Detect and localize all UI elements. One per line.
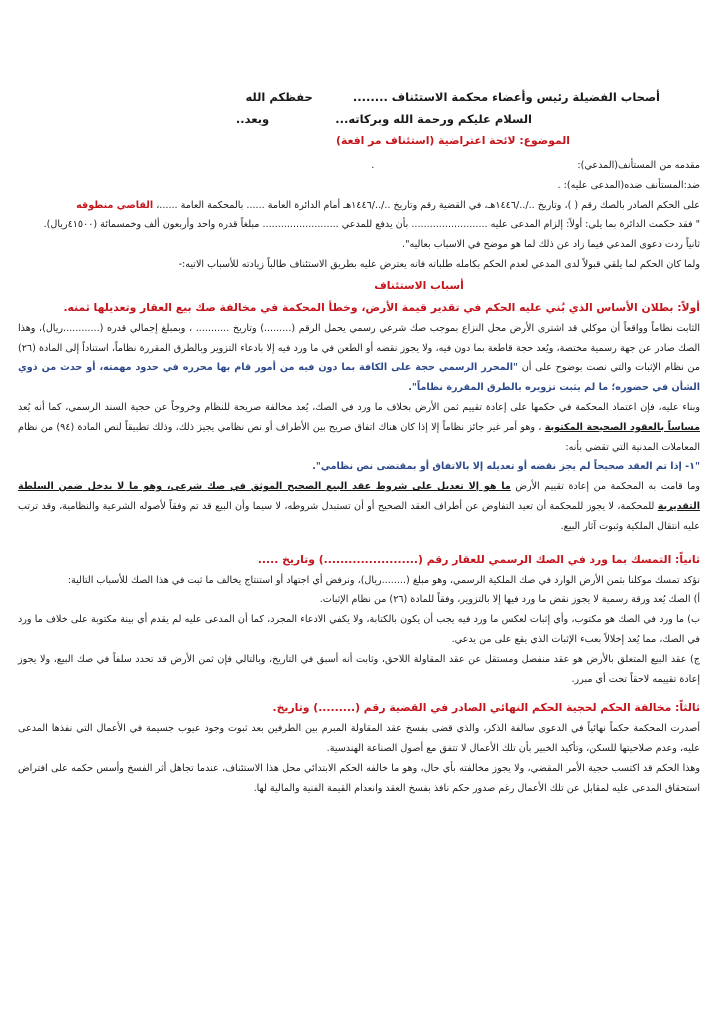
section-second-item-a: أ) الصك يُعد ورقة رسمية لا يجوز نقض ما ورد فيها إلا بالتزوير، وفقاً للمادة (٢٦) من نظام الإثبات. <box>319 594 700 606</box>
section-third-p1: أصدرت المحكمة حكماً نهائياً في الدعوى سالفة الذكر، والذي قضى بفسخ عقد المقاولة المبرم بين الطرفين بعد ثبوت وجود عيوب جسيمة في الأعمال التي نفذها المدعى عليه، وعدم صلاحيتها للسكن، وتأكيد الخبير بأن تلك الأعمال لا تتفق مع أصول الصناعة الهندسية. <box>18 723 700 755</box>
section-first <box>18 297 700 537</box>
addressee-line <box>18 86 700 108</box>
parties <box>18 156 700 196</box>
appellant-dot: . <box>371 160 375 171</box>
section-first-p2-quote: "١- إذا تم العقد صحيحاً لم يجز نقضه أو تعديله إلا بالاتفاق أو بمقتضى نص نظامي". <box>312 461 700 473</box>
section-second-title: ثانياً: التمسك بما ورد في الصك الرسمي للعقار رقم (.......................) وتاريخ ..... <box>257 552 700 566</box>
section-first-p2-text-a: وبناء عليه، فإن اعتماد المحكمة في حكمها على إعادة تقييم ثمن الأرض بخلاف ما ورد في الصك، يُعد مخالفة صريحة للنظام وخروجاً عن حجية السند الرسمي، كما أنه يُعد <box>18 401 700 413</box>
section-first-p3-text-a: وما قامت به المحكمة من إعادة تقييم الأرض <box>515 481 700 493</box>
section-first-p2-underlined: مساساً بالعقود الصحيحة المكتوبة <box>544 421 701 433</box>
intro-line-3: ثانياً ردت دعوى المدعي فيما زاد عن ذلك لما هو موضح في الاسباب بعاليه". <box>402 239 700 251</box>
intro-line-2: " فقد حكمت الدائرة بما يلي: أولاً: إلزام المدعى عليه ......................... بأن يدفع للمدعي ......................... مبلغاً قدره واحد وأربعون ألف وخمسمائة (٤١٥٠٠ريال). <box>43 219 700 231</box>
intro-line-1 <box>18 196 700 216</box>
honorific: حفظكم الله <box>245 90 313 104</box>
intro <box>18 196 700 275</box>
intro-line-4: ولما كان الحكم لما يلقي قبولاً لدى المدعي لعدم الحكم بكامله طلباته فانه يعترض عليه بطريق الاستئناف طالباً زيادته للأسباب الاتيه:- <box>178 258 700 270</box>
intro-text-1: على الحكم الصادر بالصك رقم ( )، وتاريخ ../../١٤٤٦هـ، في القضية رقم وتاريخ ../../١٤٤٦هـ أمام الدائرة العامة ...... بالمحكمة العامة ......، <box>156 199 700 211</box>
section-second-p1: نؤكد تمسك موكلنا بثمن الأرض الوارد في صك الملكية الرسمي، وهو مبلغ (........ريال)، ونرفض أي اجتهاد أو استنتاج يخالف ما ثبت في هذا الصك للأسباب التالية: <box>67 574 700 586</box>
intro-ruling-label: القاضي منطوقه <box>76 199 154 211</box>
reasons-title: أسباب الاستئناف <box>374 278 464 292</box>
section-first-p1 <box>18 319 700 398</box>
appellant-line <box>18 156 700 176</box>
section-first-p2-text-b: ، وهو أمر غير جائز نظاماً إلا إذا كان هناك اتفاق صريح بين الأطراف أو نص نظامي يجيز ذلك، وذلك تطبيقاً لنص المادة (٩٤) من نظام المعاملات المدنية التي تقضي بأنه: <box>18 421 700 453</box>
section-second-item-c: ج) عقد البيع المتعلق بالأرض هو عقد منفصل ومستقل عن عقد المقاولة اللاحق، وثابت أنه أسبق في التاريخ، وبالتالي فإن ثمن الأرض قد تحدد سلفاً في صك البيع، ولا يجوز إعادة تقييمه لاحقاً تحت أي مبرر. <box>18 653 700 685</box>
section-second <box>18 549 700 690</box>
section-third-p2: وهذا الحكم قد اكتسب حجية الأمر المقضي، ولا يجوز مخالفته بأي حال، وهو ما خالفه الحكم الابتدائي محل هذا الاستئناف، عندما تجاهل أثر الفسخ وأسس حكمه على افتراض استحقاق المدعى عليه لمقابل عن تلك الأعمال رغم صدور حكم نافذ بفسخ العقد وانعدام القيمة الفنية والمالية لها. <box>18 762 700 794</box>
section-third <box>18 697 700 798</box>
section-first-p3-underlined: ما هو إلا تعديل على شروط عقد البيع الصحيح الموثق في صك شرعي، وهو ما لا يدخل ضمن السلطة التقديرية <box>18 481 700 512</box>
section-first-title: أولاً: بطلان الأساس الذي بُني عليه الحكم في تقدير قيمة الأرض، وخطأ المحكمة في مخالفة صك بيع العقار وتعديلها ثمنه. <box>63 300 700 314</box>
addressee: أصحاب الفضيلة رئيس وأعضاء محكمة الاستئناف ........ <box>352 90 660 104</box>
section-first-p3 <box>18 477 700 536</box>
respondent: ضد:المستأنف ضده(المدعى عليه): . <box>557 179 700 191</box>
section-first-p2 <box>18 398 700 457</box>
greeting-after: وبعد.. <box>235 112 270 126</box>
section-second-item-b: ب) ما ورد في الصك هو مكتوب، وأي إثبات لعكس ما ورد فيه يجب أن يكون بالكتابة، ولا يكفي الادعاء المجرد، كما أن المدعى عليه لم يقدم أي بينة مكتوبة على خلاف ما ورد في الصك، مما يُعد إخلالاً بعبء الإثبات الذي يقع على من يدعي. <box>18 614 700 645</box>
section-third-title: ثالثاً: مخالفة الحكم لحجية الحكم النهائي الصادر في القضية رقم (.........) وتاريخ. <box>272 701 700 715</box>
appellant: مقدمه من المستأنف(المدعي): <box>577 160 700 171</box>
subject: الموضوع: لائحة اعتراضية (استئناف مر افعة) <box>336 134 570 147</box>
section-first-p1-quote: "المحرر الرسمي حجة على الكافة بما دون فيه من أمور قام بها محرره في حدود مهمته، أو حدث من ذوي الشأن في حضوره؛ ما لم يثبت تزويره بالطرق المقررة نظاماً". <box>18 362 700 394</box>
section-first-p1-text: الثابت نظاماً وواقعاً أن موكلي قد اشترى الأرض محل النزاع بموجب صك شرعي رسمي يحمل الرقم (.........) وتاريخ ........... ، وبمبلغ إجمالي قدره (............ريال)، وهذا الصك صادر عن جهة رسمية مختصة، ويُعد حجة قاطعة بما دون فيه، ولا يجوز نقضه أو الطعن في ما ورد فيه إلا بادعاء التزوير وبالطرق المقررة نظاماً، استناداً إلى المادة (٢٦) من نظام الإثبات والتي نصت بوضوح على أن <box>18 322 700 374</box>
greeting: السلام عليكم ورحمة الله وبركاته... <box>335 112 532 126</box>
section-first-p3-text-b: للمحكمة، لا يجوز للمحكمة أن تعيد التفاوض عن أطراف العقد الصحيح أو أن تستبدل شروطه، لا سيما وأن البيع قد تم وفقاً لأصوله الشرعية والنظامية، وقد ترتب عليه انتقال الملكية وثبوت آثار البيع. <box>18 500 700 532</box>
greeting-line <box>18 108 700 130</box>
